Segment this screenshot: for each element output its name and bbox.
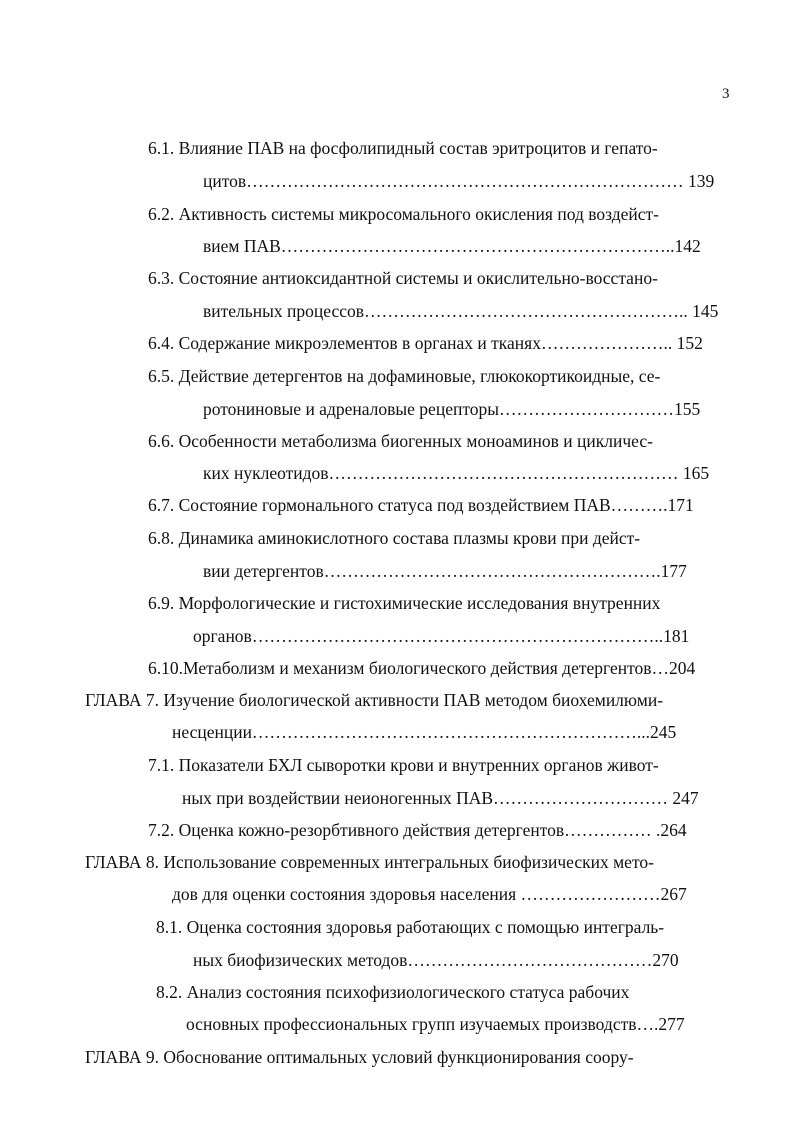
toc-line: несценции…………………………………………………………...245 (172, 722, 677, 742)
toc-line: органов……………………………………………………………..181 (193, 626, 690, 646)
toc-line: ГЛАВА 8. Использование современных интегральных биофизических мето- (85, 852, 654, 872)
toc-line: ГЛАВА 9. Обоснование оптимальных условий функционирования соору- (85, 1047, 634, 1067)
toc-line: 7.1. Показатели БХЛ сыворотки крови и внутренних органов живот- (148, 755, 659, 775)
toc-line: 8.2. Анализ состояния психофизиологического статуса рабочих (156, 982, 630, 1002)
toc-line: цитов………………………………………………………………… 139 (203, 171, 715, 191)
toc-line: 6.5. Действие детергентов на дофаминовые, глюкокортикоидные, се- (148, 366, 661, 386)
toc-line: 6.4. Содержание микроэлементов в органах и тканях………………….. 152 (148, 333, 703, 353)
toc-line: вительных процессов……………………………………………….. 145 (203, 301, 719, 321)
page-number: 3 (722, 86, 730, 102)
toc-line: 6.3. Состояние антиоксидантной системы и окислительно-восстано- (148, 268, 658, 288)
toc-line: вии детергентов………………………………………………….177 (203, 561, 687, 581)
toc-line: ных биофизических методов……………………………………270 (193, 950, 679, 970)
toc-line: ротониновые и адреналовые рецепторы…………………………155 (203, 399, 701, 419)
toc-line: ких нуклеотидов…………………………………………………… 165 (203, 463, 710, 483)
toc-line: вием ПАВ…………………………………………………………..142 (203, 236, 701, 256)
toc-line: 8.1. Оценка состояния здоровья работающих с помощью интеграль- (156, 917, 665, 937)
toc-line: 6.2. Активность системы микросомального окисления под воздейст- (148, 204, 659, 224)
toc-line: 6.1. Влияние ПАВ на фосфолипидный состав эритроцитов и гепато- (148, 138, 658, 158)
toc-line: 6.7. Состояние гормонального статуса под воздействием ПАВ……….171 (148, 495, 694, 515)
toc-line: ГЛАВА 7. Изучение биологической активности ПАВ методом биохемилюми- (85, 690, 664, 710)
toc-line: дов для оценки состояния здоровья населения ……………………267 (172, 884, 687, 904)
toc-line: 6.9. Морфологические и гистохимические исследования внутренних (148, 593, 661, 613)
toc-line: основных профессиональных групп изучаемых производств….277 (186, 1014, 685, 1034)
toc-line: 6.6. Особенности метаболизма биогенных моноаминов и цикличес- (148, 431, 653, 451)
toc-line: 6.10.Метаболизм и механизм биологического действия детергентов…204 (148, 658, 696, 678)
toc-line: ных при воздействии неионогенных ПАВ………………………… 247 (182, 788, 699, 808)
toc-line: 6.8. Динамика аминокислотного состава плазмы крови при дейст- (148, 528, 641, 548)
toc-line: 7.2. Оценка кожно-резорбтивного действия детергентов…………… .264 (148, 820, 687, 840)
